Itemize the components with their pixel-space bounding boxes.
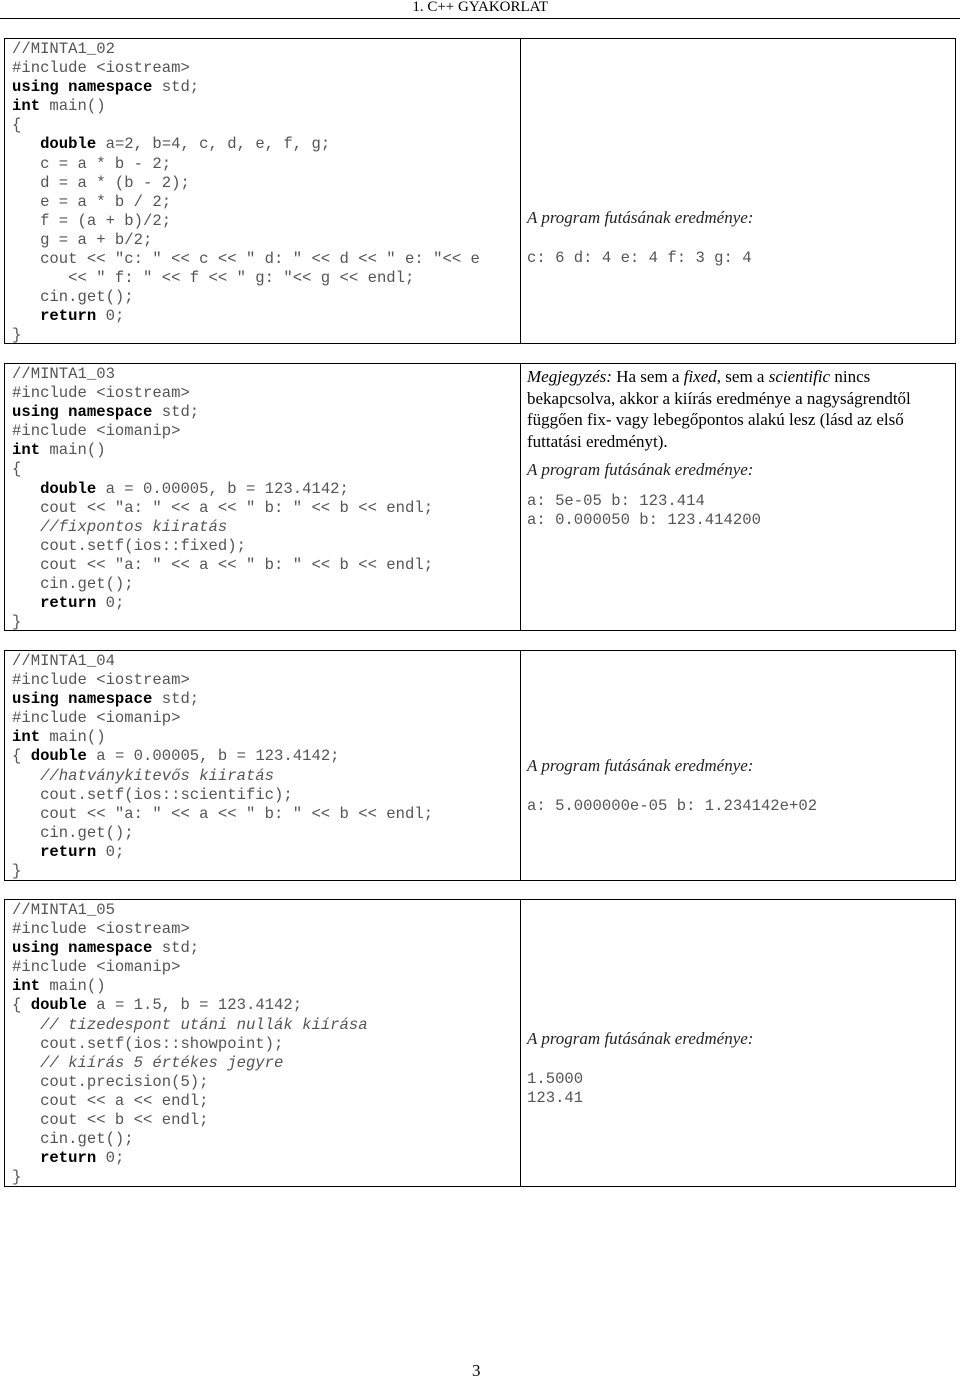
code-token: cin.get(); xyxy=(12,575,134,594)
code-line xyxy=(12,1073,520,1092)
code-token: //MINTA1_03 xyxy=(12,365,115,383)
code-line xyxy=(12,747,520,766)
code-line xyxy=(12,1130,520,1149)
code-line xyxy=(12,97,520,116)
code-token: cin.get(); xyxy=(12,823,134,842)
code-line xyxy=(12,212,520,231)
code-line xyxy=(12,193,520,212)
code-token: } xyxy=(12,613,22,630)
code-token: #include <iomanip> xyxy=(12,709,181,728)
code-token: e = a * b / 2; xyxy=(12,192,172,211)
code-keyword: double xyxy=(30,747,87,766)
code-token: #include <iostream> xyxy=(12,920,190,939)
example-row-minta1-03 xyxy=(4,363,956,631)
code-token xyxy=(12,307,40,325)
code-line xyxy=(12,1111,520,1130)
code-token: cout << "a: " << a << " b: " << b << endl; xyxy=(12,804,434,823)
code-token xyxy=(12,843,40,861)
code-line xyxy=(12,786,520,805)
code-keyword: int xyxy=(12,97,41,116)
code-token: std; xyxy=(152,939,200,958)
code-keyword: double xyxy=(40,479,97,498)
code-token: //MINTA1_02 xyxy=(12,40,115,58)
code-token: #include <iostream> xyxy=(12,59,190,78)
code-token: 0; xyxy=(96,842,125,861)
output-panel xyxy=(521,900,955,1186)
code-line xyxy=(12,958,520,977)
code-token: { xyxy=(12,116,22,135)
code-token: a = 0.00005, b = 123.4142; xyxy=(86,747,340,766)
code-line xyxy=(12,1092,520,1111)
code-token: a=2, b=4, c, d, e, f, g; xyxy=(96,135,331,154)
output-label: A program futásának eredménye: xyxy=(527,208,754,227)
note-text xyxy=(527,366,951,452)
code-comment: //hatványkitevős kiiratás xyxy=(40,766,275,785)
code-token xyxy=(12,1149,40,1167)
code-token: g = a + b/2; xyxy=(12,230,153,249)
code-token: } xyxy=(12,862,22,880)
code-line xyxy=(12,728,520,747)
code-token: //MINTA1_04 xyxy=(12,652,115,670)
code-line xyxy=(12,59,520,78)
example-row-minta1-02 xyxy=(4,38,956,344)
code-token xyxy=(12,1054,40,1072)
code-line xyxy=(12,78,520,97)
code-line xyxy=(12,326,520,343)
code-line xyxy=(12,269,520,288)
code-keyword: int xyxy=(12,441,41,460)
code-token: cin.get(); xyxy=(12,288,134,307)
code-line xyxy=(12,843,520,862)
code-token: d = a * (b - 2); xyxy=(12,173,190,192)
code-line xyxy=(12,709,520,728)
code-line xyxy=(12,977,520,996)
note-scientific: scientific xyxy=(768,367,831,386)
code-line xyxy=(12,767,520,786)
code-line xyxy=(12,920,520,939)
code-line xyxy=(12,939,520,958)
code-line xyxy=(12,155,520,174)
code-line xyxy=(12,690,520,709)
code-token: c = a * b - 2; xyxy=(12,154,172,173)
page-header xyxy=(0,0,960,19)
code-line xyxy=(12,441,520,460)
code-line xyxy=(12,460,520,479)
code-token: std; xyxy=(152,78,200,97)
code-token: { xyxy=(12,747,31,766)
code-line xyxy=(12,307,520,326)
code-token: cout << "a: " << a << " b: " << b << endl; xyxy=(12,555,434,574)
code-line xyxy=(12,652,520,671)
code-token xyxy=(12,767,40,785)
code-token xyxy=(12,594,40,612)
code-keyword: int xyxy=(12,728,41,747)
code-token: 0; xyxy=(96,307,125,326)
code-token: cin.get(); xyxy=(12,1130,134,1149)
program-output: c: 6 d: 4 e: 4 f: 3 g: 4 xyxy=(527,249,752,267)
code-token: #include <iomanip> xyxy=(12,422,181,441)
code-token xyxy=(12,1016,40,1034)
code-line xyxy=(12,135,520,154)
example-row-minta1-04 xyxy=(4,650,956,881)
code-token: { xyxy=(12,996,31,1015)
code-token: } xyxy=(12,326,22,343)
code-token: std; xyxy=(152,403,200,422)
code-line xyxy=(12,499,520,518)
output-panel xyxy=(521,364,955,630)
code-comment: //fixpontos kiiratás xyxy=(40,517,228,536)
code-token xyxy=(12,518,40,536)
code-keyword: return xyxy=(40,842,97,861)
code-token xyxy=(12,135,40,153)
program-output: 1.5000 123.41 xyxy=(527,1070,584,1108)
code-listing xyxy=(5,900,521,1186)
code-token: a = 0.00005, b = 123.4142; xyxy=(96,479,349,498)
code-token: //MINTA1_05 xyxy=(12,901,115,919)
code-token: main() xyxy=(40,441,106,460)
code-line xyxy=(12,671,520,690)
code-keyword: using namespace xyxy=(12,403,153,422)
code-line xyxy=(12,556,520,575)
code-keyword: using namespace xyxy=(12,690,153,709)
code-line xyxy=(12,384,520,403)
page-number: 3 xyxy=(472,1361,481,1380)
code-line xyxy=(12,116,520,135)
code-line xyxy=(12,1149,520,1168)
code-line xyxy=(12,518,520,537)
output-label: A program futásának eredménye: xyxy=(527,1029,754,1048)
code-keyword: using namespace xyxy=(12,78,153,97)
output-label: A program futásának eredménye: xyxy=(527,460,754,479)
code-line xyxy=(12,537,520,556)
note-fixed: fixed xyxy=(683,367,717,386)
code-line xyxy=(12,403,520,422)
code-line xyxy=(12,40,520,59)
code-line xyxy=(12,996,520,1015)
code-listing xyxy=(5,39,521,343)
code-line xyxy=(12,613,520,630)
code-token: main() xyxy=(40,97,106,116)
code-keyword: double xyxy=(40,135,97,154)
code-token: cout << "a: " << a << " b: " << b << endl; xyxy=(12,498,434,517)
code-token: f = (a + b)/2; xyxy=(12,211,172,230)
example-row-minta1-05 xyxy=(4,899,956,1187)
code-line xyxy=(12,1054,520,1073)
code-line xyxy=(12,480,520,499)
code-token: cout.setf(ios::showpoint); xyxy=(12,1034,284,1053)
code-token: #include <iostream> xyxy=(12,384,190,403)
code-line xyxy=(12,594,520,613)
code-token: cout << "c: " << c << " d: " << d << " e: "<< e xyxy=(12,250,480,269)
output-panel xyxy=(521,651,955,880)
code-line xyxy=(12,231,520,250)
code-token: main() xyxy=(40,977,106,996)
code-token: << " f: " << f << " g: "<< g << endl; xyxy=(12,269,415,288)
code-line xyxy=(12,422,520,441)
code-token xyxy=(12,480,40,498)
note-part: , sem a xyxy=(716,367,769,386)
code-token: 0; xyxy=(96,1149,125,1168)
code-token: cout.setf(ios::scientific); xyxy=(12,785,293,804)
code-token: cout.precision(5); xyxy=(12,1072,209,1091)
code-listing xyxy=(5,651,521,880)
code-token: } xyxy=(12,1168,22,1186)
code-line xyxy=(12,575,520,594)
code-line xyxy=(12,824,520,843)
code-comment: // tizedespont utáni nullák kiírása xyxy=(40,1015,368,1034)
code-line xyxy=(12,862,520,880)
code-line xyxy=(12,805,520,824)
code-line xyxy=(12,1168,520,1186)
code-token: #include <iostream> xyxy=(12,671,190,690)
code-keyword: return xyxy=(40,1149,97,1168)
code-line xyxy=(12,174,520,193)
code-line xyxy=(12,288,520,307)
header-title: 1. C++ GYAKORLAT xyxy=(412,0,548,15)
code-comment: // kiírás 5 értékes jegyre xyxy=(40,1053,284,1072)
code-token: #include <iomanip> xyxy=(12,958,181,977)
code-keyword: double xyxy=(30,996,87,1015)
code-token: std; xyxy=(152,690,200,709)
code-keyword: return xyxy=(40,594,97,613)
note-prefix: Megjegyzés: xyxy=(527,367,612,386)
note-part: Ha sem a xyxy=(611,367,684,386)
code-keyword: int xyxy=(12,977,41,996)
code-token: { xyxy=(12,460,22,479)
code-token: main() xyxy=(40,728,106,747)
code-token: cout << b << endl; xyxy=(12,1111,209,1130)
code-line xyxy=(12,1016,520,1035)
program-output: a: 5.000000e-05 b: 1.234142e+02 xyxy=(527,797,818,815)
code-token: cout << a << endl; xyxy=(12,1091,209,1110)
note-part: nincs bekapcsolva, akkor a kiírás eredménye a nagyságrendtől függően fix- vagy lebegőpontos alakú lesz (lásd az első futtatási eredményt). xyxy=(527,367,911,451)
code-token: a = 1.5, b = 123.4142; xyxy=(86,996,303,1015)
code-listing xyxy=(5,364,521,630)
code-token: 0; xyxy=(96,594,125,613)
code-keyword: using namespace xyxy=(12,939,153,958)
code-line xyxy=(12,901,520,920)
output-panel xyxy=(521,39,955,343)
code-token: cout.setf(ios::fixed); xyxy=(12,536,246,555)
output-label: A program futásának eredménye: xyxy=(527,756,754,775)
code-keyword: return xyxy=(40,307,97,326)
program-output: a: 5e-05 b: 123.414 a: 0.000050 b: 123.414200 xyxy=(527,492,761,530)
code-line xyxy=(12,1035,520,1054)
code-line xyxy=(12,250,520,269)
code-line xyxy=(12,365,520,384)
